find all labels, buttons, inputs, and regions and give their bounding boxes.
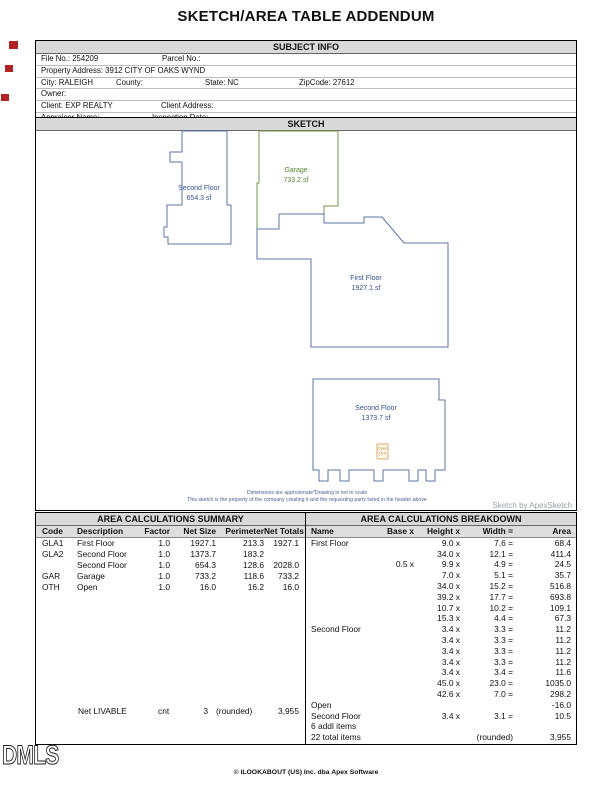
table-cell [369,678,414,689]
subject-row-file [36,54,576,66]
table-cell: 10.5 [554,710,571,721]
table-cell: GLA1 [42,538,64,548]
table-cell: 11.2 [555,624,571,635]
table-cell: 3,955 [550,732,571,743]
table-cell: GAR [42,571,61,581]
table-cell: 9.0 x [441,537,460,548]
table-cell: 3.4 = [494,667,513,678]
table-cell [42,560,77,571]
table-row [36,538,305,549]
table-cell: 3.4 x [441,667,460,678]
table-cell: Code [42,526,63,536]
first-floor-area: 1927.1 sf [351,285,381,292]
table-cell: 118.6 [243,571,264,581]
second-floor-lower-outline [313,379,445,481]
table-cell: 11.2 [555,645,571,656]
table-cell: 1.0 [158,571,170,581]
mls-watermark: DMLS [2,740,59,770]
table-row [306,646,576,657]
table-cell: 11.6 [555,667,571,678]
table-cell: 68.4 [554,537,571,548]
table-cell: 7.0 x [441,570,460,581]
table-cell [369,603,414,614]
table-cell [264,549,299,560]
table-cell: 3.1 = [494,710,513,721]
table-cell: 0.5 x [395,559,414,570]
table-cell: Second Floor [77,549,127,559]
net-count: 3 [203,706,208,716]
table-cell: 3.4 x [441,645,460,656]
table-cell [311,581,369,592]
table-cell [369,635,414,646]
table-cell [414,732,460,743]
subject-info-header: SUBJECT INFO [36,41,576,54]
table-cell: GLA2 [42,549,64,559]
table-cell [311,603,369,614]
table-cell: 7.6 = [494,537,513,548]
table-cell [311,559,369,570]
net-total: 3,955 [278,706,299,716]
parcel-no-field: Parcel No.: [162,54,201,63]
table-cell: 3.4 x [441,710,460,721]
table-cell [369,538,414,549]
table-cell: 22 total items [311,732,361,743]
table-cell: 67.3 [554,613,571,624]
table-cell: 1927.1 [273,538,299,548]
table-cell: 3.4 x [441,624,460,635]
table-cell: OTH [42,582,60,592]
table-cell: Name [311,526,334,536]
table-cell: Perimeter [225,526,264,536]
table-cell: 12.1 = [489,548,513,559]
table-row [306,721,576,732]
table-cell [311,549,369,560]
table-cell: 34.0 x [437,580,460,591]
table-cell [311,635,369,646]
zipcode-field: ZipCode: 27612 [299,77,355,87]
table-cell [369,711,414,722]
table-cell [414,700,460,711]
table-cell: 2028.0 [273,560,299,570]
table-row [306,635,576,646]
summary-table-body [36,538,305,593]
table-row [36,549,305,560]
table-cell: 1373.7 [190,549,216,559]
table-row [306,657,576,668]
table-row [306,592,576,603]
copyright-footer: © iLOOKABOUT (US) Inc. dba Apex Software [233,769,379,776]
table-row [36,560,305,571]
table-cell: 733.2 [195,571,216,581]
table-cell [311,570,369,581]
table-row [306,689,576,700]
table-cell: 6 addl items [311,721,357,732]
table-cell: 693.8 [550,591,571,602]
net-livable-label: Net LIVABLE [78,706,127,716]
table-cell: Open [77,582,98,592]
table-cell: Height x [426,526,460,536]
table-cell: 23.0 = [489,678,513,689]
table-cell: 298.2 [550,688,571,699]
file-no-field: File No.: 254209 [41,54,99,63]
table-cell [369,549,414,560]
property-address-field: Property Address: 3912 CITY OF OAKS WYND [41,65,206,75]
table-cell: 109.1 [550,602,571,613]
area-breakdown-section [305,512,577,745]
area-summary-section [35,512,306,745]
table-cell: 16.0 [199,582,216,592]
net-cnt-label: cnt [158,706,170,716]
subject-info-section [35,40,577,118]
table-row [306,678,576,689]
table-cell: 42.6 x [437,688,460,699]
table-cell: 1927.1 [190,538,216,548]
table-cell: Factor [144,526,170,536]
table-cell: 733.2 [278,571,299,581]
red-marker [9,41,18,49]
table-cell: 11.2 [555,634,571,645]
table-cell [311,667,369,678]
table-cell: 45.0 x [437,678,460,689]
table-cell: 3.3 = [494,645,513,656]
table-cell: 10.7 x [437,602,460,613]
table-cell: 15.3 x [437,613,460,624]
table-row [306,570,576,581]
table-cell: 3.4 x [441,634,460,645]
table-cell [369,721,414,732]
table-cell: Second Floor [77,560,127,570]
subject-row-address [36,66,576,78]
table-cell [460,700,513,711]
table-cell: First Floor [77,538,115,548]
open-box-area: 16.0 [378,450,387,456]
table-cell: 1.0 [158,582,170,592]
table-cell [369,700,414,711]
area-breakdown-header: AREA CALCULATIONS BREAKDOWN [306,513,576,526]
disclaimer-line-1: Dimensions are approximate*Drawing is not to scale [246,490,368,496]
table-cell: 128.6 [243,560,264,570]
table-cell: First Floor [311,537,349,548]
table-row [306,559,576,570]
city-field: City: RALEIGH [41,77,94,87]
table-row [306,667,576,678]
table-cell [369,689,414,700]
apexsketch-credit: Sketch by ApexSketch [492,501,572,510]
table-cell [369,592,414,603]
table-cell: Area [552,526,571,536]
table-cell: 11.2 [555,656,571,667]
table-cell: 16.2 [247,582,264,592]
table-cell [369,624,414,635]
table-cell [311,646,369,657]
table-cell: 4.4 = [494,613,513,624]
table-row [306,581,576,592]
table-cell: 1.0 [158,538,170,548]
table-cell: 10.2 = [489,602,513,613]
table-cell: 1035.0 [545,678,571,689]
client-field: Client: EXP REALTY [41,101,113,111]
table-cell: 5.1 = [494,570,513,581]
page-title: SKETCH/AREA TABLE ADDENDUM [177,8,435,25]
table-row [306,613,576,624]
breakdown-table-body [306,538,576,743]
table-cell: Net Size [183,526,216,536]
table-cell [311,678,369,689]
table-cell [369,657,414,668]
net-rounded-label: (rounded) [216,706,253,716]
table-row [306,603,576,614]
table-cell: 15.2 = [489,580,513,591]
table-cell: 7.0 = [494,688,513,699]
second-floor-upper-label: Second Floor [178,185,220,192]
table-cell: 39.2 x [437,591,460,602]
second-floor-lower-area: 1373.7 sf [361,415,391,422]
table-cell [460,721,513,732]
table-row [306,538,576,549]
subject-row-city [36,78,576,90]
client-address-field: Client Address: [161,101,214,111]
table-cell: 9.9 x [441,559,460,570]
table-row [36,582,305,593]
table-cell [311,689,369,700]
owner-field: Owner: [41,89,67,99]
table-cell: 654.3 [195,560,216,570]
table-cell: Garage [77,571,105,581]
table-cell: 17.7 = [489,591,513,602]
table-row [306,732,576,743]
table-cell [311,592,369,603]
table-cell: 24.5 [554,559,571,570]
table-cell: 516.8 [550,580,571,591]
table-cell [369,667,414,678]
table-row [306,549,576,560]
table-row [306,700,576,711]
subject-row-owner [36,89,576,101]
area-summary-header: AREA CALCULATIONS SUMMARY [36,513,305,526]
first-floor-label: First Floor [350,275,382,282]
table-cell: 1.0 [158,560,170,570]
garage-area: 733.2 sf [283,177,309,184]
table-cell: 35.7 [554,570,571,581]
table-cell [369,646,414,657]
table-cell: 34.0 x [437,548,460,559]
table-cell: 183.2 [243,549,264,559]
state-field: State: NC [205,77,239,87]
net-livable-row [36,706,305,717]
table-cell [369,613,414,624]
breakdown-column-headers [306,526,576,538]
table-cell: 3.4 x [441,656,460,667]
table-cell: 411.4 [550,548,571,559]
table-cell: 1.0 [158,549,170,559]
table-cell: Net Totals [264,526,304,536]
table-row [306,624,576,635]
table-row [306,711,576,722]
subject-row-client [36,101,576,113]
table-cell: (rounded) [476,732,513,743]
table-row [36,571,305,582]
table-cell [369,732,414,743]
table-cell: 3.3 = [494,624,513,635]
second-floor-upper-area: 654.3 sf [186,195,212,202]
table-cell [311,613,369,624]
sketch-header: SKETCH [36,118,576,131]
table-cell: Width = [482,526,513,536]
second-floor-lower-label: Second Floor [355,405,397,412]
sketch-section [35,117,577,511]
table-cell [513,721,571,732]
table-cell: Second Floor [311,624,361,635]
table-cell [369,581,414,592]
county-field: County: [116,77,143,87]
summary-column-headers [36,526,305,538]
table-cell: -16.0 [551,699,571,710]
table-cell: Description [77,526,124,536]
table-cell [311,657,369,668]
table-cell: 213.3 [243,538,264,548]
table-cell: Base x [386,526,414,536]
table-cell: Open [311,699,332,710]
floorplan-sketch [36,130,576,511]
open-box-label: Open [377,445,388,451]
red-marker [5,65,13,72]
red-marker [1,94,9,101]
garage-label: Garage [284,167,308,174]
disclaimer-line-2: This sketch is the property of the company creating it and the requesting party listed in the header above [187,497,427,503]
table-cell: 3.3 = [494,656,513,667]
table-cell [369,570,414,581]
table-cell: 16.0 [282,582,299,592]
table-cell [414,721,460,732]
table-cell: 4.9 = [494,559,513,570]
table-cell: Second Floor [311,710,361,721]
table-cell: 3.3 = [494,634,513,645]
